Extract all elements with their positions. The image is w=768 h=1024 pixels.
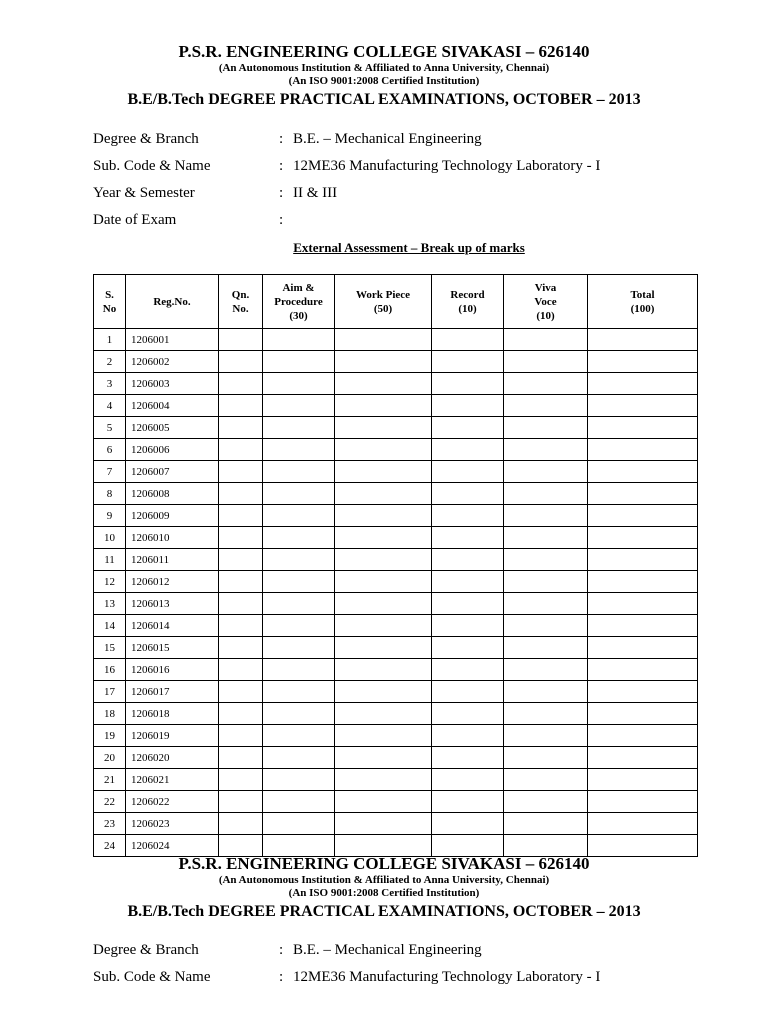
- mark-cell: [263, 681, 335, 703]
- mark-cell: [504, 681, 588, 703]
- serial-number: 8: [94, 483, 126, 505]
- mark-cell: [335, 703, 432, 725]
- mark-cell: [263, 483, 335, 505]
- mark-cell: [504, 791, 588, 813]
- table-row: [94, 747, 698, 769]
- mark-cell: [588, 461, 698, 483]
- mark-cell: [263, 373, 335, 395]
- mark-cell: [504, 549, 588, 571]
- column-header-line: Record: [450, 288, 485, 301]
- serial-number: 23: [94, 813, 126, 835]
- mark-cell: [263, 791, 335, 813]
- info-colon: :: [279, 969, 284, 985]
- mark-cell: [263, 527, 335, 549]
- register-number: 1206020: [126, 747, 219, 769]
- column-header-line: Total: [630, 288, 655, 301]
- mark-cell: [504, 439, 588, 461]
- register-number: 1206007: [126, 461, 219, 483]
- register-number: 1206015: [126, 637, 219, 659]
- register-number: 1206001: [126, 329, 219, 351]
- column-header-line: (100): [630, 302, 655, 315]
- mark-cell: [263, 351, 335, 373]
- mark-cell: [263, 461, 335, 483]
- sheet2-header: [0, 854, 768, 922]
- table-row: [94, 813, 698, 835]
- mark-cell: [263, 593, 335, 615]
- serial-number: 2: [94, 351, 126, 373]
- mark-cell: [588, 395, 698, 417]
- info-value: II & III: [293, 185, 338, 201]
- serial-number: 19: [94, 725, 126, 747]
- mark-cell: [219, 703, 263, 725]
- mark-cell: [219, 571, 263, 593]
- mark-cell: [432, 747, 504, 769]
- info-label: Degree & Branch: [93, 131, 199, 147]
- mark-cell: [504, 747, 588, 769]
- mark-cell: [432, 527, 504, 549]
- info-label: Date of Exam: [93, 212, 177, 228]
- serial-number: 21: [94, 769, 126, 791]
- info-label: Year & Semester: [93, 185, 195, 201]
- serial-number: 12: [94, 571, 126, 593]
- exam-title: B.E/B.Tech DEGREE PRACTICAL EXAMINATIONS, OCTOBER – 2013: [127, 903, 641, 920]
- serial-number: 13: [94, 593, 126, 615]
- mark-cell: [263, 505, 335, 527]
- register-number: 1206023: [126, 813, 219, 835]
- register-number: 1206024: [126, 835, 219, 857]
- mark-cell: [335, 637, 432, 659]
- mark-cell: [335, 417, 432, 439]
- table-row: [94, 329, 698, 351]
- mark-cell: [219, 527, 263, 549]
- mark-cell: [263, 769, 335, 791]
- mark-cell: [432, 505, 504, 527]
- mark-cell: [588, 681, 698, 703]
- mark-cell: [432, 791, 504, 813]
- sheet1-header: [0, 42, 768, 110]
- mark-cell: [335, 373, 432, 395]
- serial-number: 24: [94, 835, 126, 857]
- column-header-line: Procedure: [274, 295, 323, 308]
- table-row: [94, 351, 698, 373]
- register-number: 1206005: [126, 417, 219, 439]
- mark-cell: [335, 593, 432, 615]
- mark-cell: [335, 505, 432, 527]
- table-row: [94, 615, 698, 637]
- mark-cell: [504, 329, 588, 351]
- table-caption: External Assessment – Break up of marks: [293, 240, 525, 255]
- mark-cell: [432, 549, 504, 571]
- column-header-line: Reg.No.: [153, 295, 191, 308]
- college-title: P.S.R. ENGINEERING COLLEGE SIVAKASI – 626140: [178, 42, 590, 61]
- mark-cell: [588, 659, 698, 681]
- column-header-line: Qn.: [231, 288, 250, 301]
- register-number: 1206018: [126, 703, 219, 725]
- register-number: 1206009: [126, 505, 219, 527]
- mark-cell: [504, 417, 588, 439]
- mark-cell: [219, 483, 263, 505]
- serial-number: 7: [94, 461, 126, 483]
- mark-cell: [588, 527, 698, 549]
- column-header-line: No: [102, 302, 117, 315]
- mark-cell: [219, 505, 263, 527]
- mark-cell: [588, 483, 698, 505]
- mark-cell: [335, 813, 432, 835]
- affiliation-line: (An Autonomous Institution & Affiliated to Anna University, Chennai): [218, 62, 550, 74]
- mark-cell: [432, 725, 504, 747]
- serial-number: 6: [94, 439, 126, 461]
- mark-cell: [335, 329, 432, 351]
- register-number: 1206019: [126, 725, 219, 747]
- table-row: [94, 549, 698, 571]
- mark-cell: [219, 417, 263, 439]
- mark-cell: [335, 725, 432, 747]
- info-value: B.E. – Mechanical Engineering: [293, 942, 482, 958]
- table-row: [94, 703, 698, 725]
- mark-cell: [219, 769, 263, 791]
- register-number: 1206010: [126, 527, 219, 549]
- mark-cell: [432, 571, 504, 593]
- table-row: [94, 395, 698, 417]
- mark-cell: [335, 615, 432, 637]
- mark-cell: [588, 571, 698, 593]
- mark-cell: [588, 329, 698, 351]
- mark-cell: [504, 593, 588, 615]
- register-number: 1206003: [126, 373, 219, 395]
- college-title: P.S.R. ENGINEERING COLLEGE SIVAKASI – 626140: [178, 854, 590, 873]
- register-number: 1206022: [126, 791, 219, 813]
- register-number: 1206016: [126, 659, 219, 681]
- mark-cell: [219, 461, 263, 483]
- mark-cell: [432, 593, 504, 615]
- mark-cell: [335, 439, 432, 461]
- column-header-line: (30): [289, 309, 308, 322]
- mark-cell: [588, 725, 698, 747]
- table-header-row: [94, 275, 698, 329]
- mark-cell: [263, 813, 335, 835]
- mark-cell: [219, 659, 263, 681]
- column-header-line: S.: [105, 288, 114, 301]
- iso-line: (An ISO 9001:2008 Certified Institution): [288, 887, 480, 899]
- column-header-line: Aim &: [282, 281, 315, 294]
- mark-cell: [335, 395, 432, 417]
- exam-title: B.E/B.Tech DEGREE PRACTICAL EXAMINATIONS, OCTOBER – 2013: [127, 91, 641, 108]
- mark-cell: [432, 351, 504, 373]
- mark-cell: [504, 769, 588, 791]
- table-row: [94, 461, 698, 483]
- mark-cell: [219, 681, 263, 703]
- mark-cell: [263, 747, 335, 769]
- mark-cell: [263, 615, 335, 637]
- mark-cell: [588, 769, 698, 791]
- mark-cell: [588, 813, 698, 835]
- column-header-line: No.: [232, 302, 249, 315]
- column-header-line: (10): [458, 302, 477, 315]
- column-header: [263, 275, 335, 329]
- mark-cell: [263, 439, 335, 461]
- mark-cell: [219, 725, 263, 747]
- info-value: B.E. – Mechanical Engineering: [293, 131, 482, 147]
- mark-cell: [504, 813, 588, 835]
- serial-number: 5: [94, 417, 126, 439]
- mark-cell: [432, 703, 504, 725]
- register-number: 1206008: [126, 483, 219, 505]
- info-colon: :: [279, 212, 284, 228]
- register-number: 1206011: [126, 549, 219, 571]
- info-label: Degree & Branch: [93, 942, 199, 958]
- mark-cell: [219, 439, 263, 461]
- serial-number: 22: [94, 791, 126, 813]
- mark-cell: [219, 351, 263, 373]
- register-number: 1206006: [126, 439, 219, 461]
- info-value: 12ME36 Manufacturing Technology Laboratory - I: [293, 158, 601, 174]
- mark-cell: [432, 769, 504, 791]
- mark-cell: [588, 791, 698, 813]
- mark-cell: [504, 637, 588, 659]
- mark-cell: [432, 659, 504, 681]
- mark-cell: [219, 637, 263, 659]
- info-value: 12ME36 Manufacturing Technology Laboratory - I: [293, 969, 601, 985]
- mark-cell: [432, 395, 504, 417]
- mark-cell: [263, 549, 335, 571]
- mark-cell: [432, 681, 504, 703]
- mark-cell: [504, 725, 588, 747]
- register-number: 1206013: [126, 593, 219, 615]
- register-number: 1206017: [126, 681, 219, 703]
- iso-line: (An ISO 9001:2008 Certified Institution): [288, 75, 480, 87]
- mark-cell: [219, 747, 263, 769]
- info-label: Sub. Code & Name: [93, 969, 211, 985]
- column-header: [335, 275, 432, 329]
- mark-cell: [504, 351, 588, 373]
- mark-cell: [219, 329, 263, 351]
- mark-cell: [504, 461, 588, 483]
- info-label: Sub. Code & Name: [93, 158, 211, 174]
- column-header-line: Work Piece: [355, 288, 411, 301]
- mark-cell: [335, 351, 432, 373]
- mark-cell: [504, 395, 588, 417]
- column-header: [432, 275, 504, 329]
- mark-cell: [219, 791, 263, 813]
- mark-cell: [588, 549, 698, 571]
- mark-cell: [219, 615, 263, 637]
- mark-cell: [263, 725, 335, 747]
- mark-cell: [335, 769, 432, 791]
- mark-cell: [588, 703, 698, 725]
- column-header: [504, 275, 588, 329]
- mark-cell: [219, 813, 263, 835]
- mark-cell: [335, 571, 432, 593]
- mark-cell: [432, 439, 504, 461]
- column-header: [219, 275, 263, 329]
- mark-cell: [432, 813, 504, 835]
- info-colon: :: [279, 158, 284, 174]
- serial-number: 14: [94, 615, 126, 637]
- mark-cell: [263, 703, 335, 725]
- table-row: [94, 527, 698, 549]
- mark-cell: [263, 417, 335, 439]
- serial-number: 1: [94, 329, 126, 351]
- table-row: [94, 505, 698, 527]
- serial-number: 3: [94, 373, 126, 395]
- mark-cell: [432, 373, 504, 395]
- table-row: [94, 417, 698, 439]
- mark-cell: [588, 351, 698, 373]
- mark-cell: [504, 615, 588, 637]
- mark-cell: [335, 461, 432, 483]
- table-row: [94, 439, 698, 461]
- mark-cell: [588, 373, 698, 395]
- mark-cell: [263, 329, 335, 351]
- info-colon: :: [279, 131, 284, 147]
- serial-number: 9: [94, 505, 126, 527]
- mark-cell: [588, 417, 698, 439]
- serial-number: 17: [94, 681, 126, 703]
- mark-cell: [504, 659, 588, 681]
- marks-table: [93, 274, 698, 857]
- register-number: 1206014: [126, 615, 219, 637]
- mark-cell: [504, 483, 588, 505]
- serial-number: 15: [94, 637, 126, 659]
- mark-cell: [219, 395, 263, 417]
- mark-cell: [504, 505, 588, 527]
- table-row: [94, 725, 698, 747]
- mark-cell: [432, 329, 504, 351]
- mark-cell: [335, 791, 432, 813]
- info-colon: :: [279, 942, 284, 958]
- register-number: 1206021: [126, 769, 219, 791]
- affiliation-line: (An Autonomous Institution & Affiliated to Anna University, Chennai): [218, 874, 550, 886]
- register-number: 1206004: [126, 395, 219, 417]
- mark-cell: [504, 703, 588, 725]
- mark-cell: [432, 461, 504, 483]
- mark-cell: [219, 593, 263, 615]
- column-header-line: Voce: [534, 295, 557, 308]
- table-row: [94, 681, 698, 703]
- table-row: [94, 637, 698, 659]
- serial-number: 18: [94, 703, 126, 725]
- mark-cell: [335, 681, 432, 703]
- mark-cell: [588, 637, 698, 659]
- table-row: [94, 373, 698, 395]
- mark-cell: [588, 439, 698, 461]
- table-row: [94, 593, 698, 615]
- table-row: [94, 791, 698, 813]
- mark-cell: [504, 373, 588, 395]
- serial-number: 11: [94, 549, 126, 571]
- table-row: [94, 769, 698, 791]
- serial-number: 4: [94, 395, 126, 417]
- column-header: [126, 275, 219, 329]
- column-header: [94, 275, 126, 329]
- mark-cell: [263, 637, 335, 659]
- info-colon: :: [279, 185, 284, 201]
- table-row: [94, 483, 698, 505]
- mark-cell: [263, 571, 335, 593]
- mark-cell: [588, 747, 698, 769]
- mark-cell: [432, 417, 504, 439]
- mark-cell: [588, 593, 698, 615]
- table-row: [94, 659, 698, 681]
- register-number: 1206002: [126, 351, 219, 373]
- mark-cell: [263, 395, 335, 417]
- mark-cell: [588, 505, 698, 527]
- mark-cell: [219, 373, 263, 395]
- mark-cell: [335, 549, 432, 571]
- serial-number: 10: [94, 527, 126, 549]
- mark-cell: [588, 615, 698, 637]
- serial-number: 20: [94, 747, 126, 769]
- mark-cell: [432, 615, 504, 637]
- mark-cell: [263, 659, 335, 681]
- mark-cell: [335, 527, 432, 549]
- mark-cell: [335, 747, 432, 769]
- serial-number: 16: [94, 659, 126, 681]
- mark-cell: [432, 637, 504, 659]
- table-row: [94, 571, 698, 593]
- mark-cell: [504, 571, 588, 593]
- register-number: 1206012: [126, 571, 219, 593]
- mark-cell: [335, 659, 432, 681]
- column-header-line: Viva: [534, 281, 557, 294]
- column-header: [588, 275, 698, 329]
- mark-cell: [335, 483, 432, 505]
- column-header-line: (10): [536, 309, 555, 322]
- mark-cell: [504, 527, 588, 549]
- mark-cell: [432, 483, 504, 505]
- column-header-line: (50): [373, 302, 393, 315]
- mark-cell: [219, 549, 263, 571]
